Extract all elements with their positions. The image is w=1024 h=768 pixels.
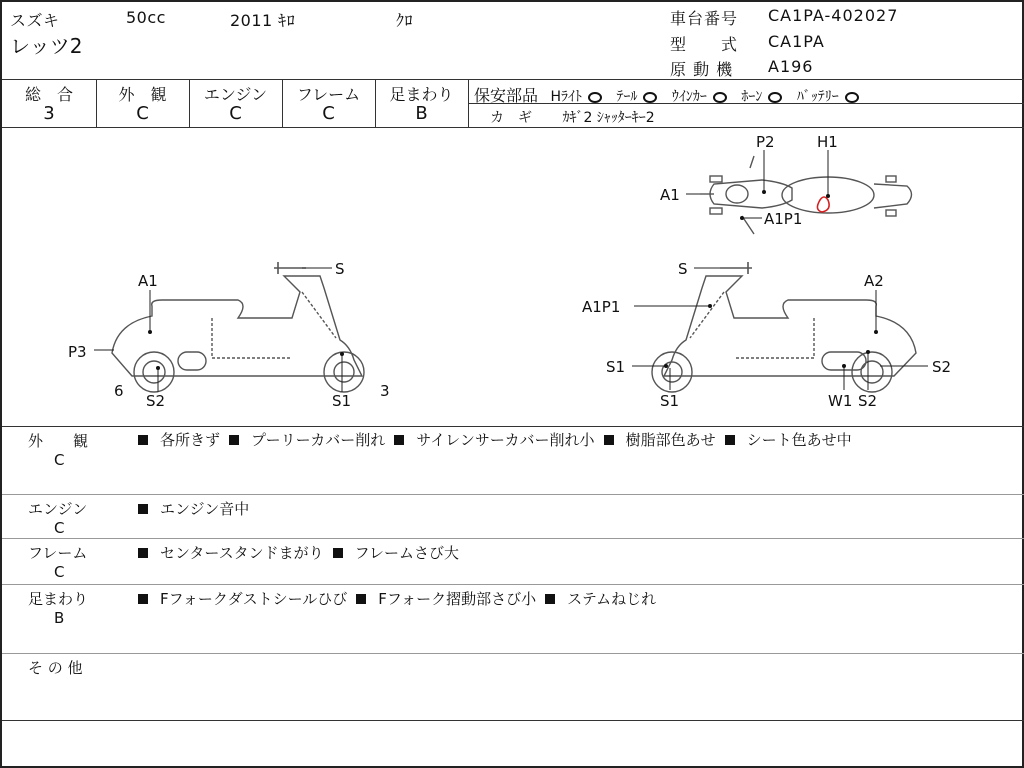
diagram-label: A1	[138, 272, 158, 290]
note-item: プーリーカバー削れ	[229, 429, 385, 450]
maker: スズキ	[10, 11, 60, 30]
model-name: レッツ2	[10, 34, 83, 58]
divider	[2, 720, 1024, 721]
section-title-frame: フレーム	[28, 544, 88, 562]
type-value: CA1PA	[768, 32, 825, 51]
note-item: Fフォーク摺動部さび小	[356, 588, 536, 609]
diagram-label: W1	[828, 392, 853, 410]
diagram-label: S1	[660, 392, 680, 410]
ok-circle-icon	[845, 92, 859, 103]
diagram-label: S1	[606, 358, 626, 376]
section-grade-frame: C	[54, 563, 65, 581]
safety-part-headlight: Hﾗｲﾄ	[550, 89, 582, 105]
section-notes-exterior	[138, 429, 861, 450]
diagram-label: 6	[114, 382, 124, 400]
safety-part-horn: ﾎｰﾝ	[741, 89, 763, 105]
diagram-label: 3	[380, 382, 390, 400]
ok-circle-icon	[588, 92, 602, 103]
diagram-label: S2	[858, 392, 878, 410]
rating-value-suspension: B	[415, 103, 428, 124]
rating-value-frame: C	[322, 103, 335, 124]
section-title-engine: エンジン	[28, 500, 88, 518]
rating-value-engine: C	[229, 103, 242, 124]
divider	[2, 426, 1024, 427]
rating-label-engine: エンジン	[203, 85, 268, 104]
damage-diagram	[2, 128, 1024, 426]
section-notes-suspension	[138, 588, 665, 609]
note-item: ステムねじれ	[545, 588, 656, 609]
body-color: ｸﾛ	[396, 11, 414, 30]
section-title-other: そ の 他	[28, 659, 83, 677]
scooter-diagram	[2, 128, 1024, 426]
safety-part-winker: ｳｲﾝｶｰ	[671, 89, 707, 105]
note-item: Fフォークダストシールひび	[138, 588, 347, 609]
keys-value: ｶｷﾞ2 ｼｬｯﾀｰｷｰ2	[562, 110, 655, 126]
bullet-square-icon	[356, 594, 366, 604]
note-item: エンジン音中	[138, 498, 249, 519]
note-item: 各所きず	[138, 429, 220, 450]
diagram-label: A1P1	[582, 298, 621, 316]
safety-parts-row	[474, 83, 869, 106]
keys-row	[490, 107, 655, 127]
section-title-exterior: 外 観	[28, 432, 89, 450]
ok-circle-icon	[643, 92, 657, 103]
bullet-square-icon	[138, 594, 148, 604]
engine-value: A196	[768, 57, 814, 76]
note-item: シート色あせ中	[725, 429, 852, 450]
section-title-suspension: 足まわり	[28, 590, 89, 608]
year-mileage: 2011 ｷﾛ	[230, 11, 296, 30]
bullet-square-icon	[545, 594, 555, 604]
diagram-label: H1	[817, 133, 838, 151]
diagram-label: S	[678, 260, 688, 278]
diagram-label: P2	[756, 133, 775, 151]
note-item: サイレンサーカバー削れ小	[394, 429, 594, 450]
bullet-square-icon	[229, 435, 239, 445]
ok-circle-icon	[768, 92, 782, 103]
section-grade-engine: C	[54, 519, 65, 537]
diagram-label: A1P1	[764, 210, 803, 228]
scooter-top-view	[700, 156, 912, 234]
section-grade-suspension: B	[54, 609, 65, 627]
keys-label: カ ギ	[490, 110, 532, 126]
divider	[2, 538, 1024, 539]
rating-value-overall: 3	[43, 103, 55, 124]
engine-label: 原 動 機	[670, 60, 734, 79]
note-item: センタースタンドまがり	[138, 542, 324, 563]
safety-parts-label: 保安部品	[474, 86, 539, 105]
bullet-square-icon	[394, 435, 404, 445]
note-item: 樹脂部色あせ	[604, 429, 716, 450]
safety-part-battery: ﾊﾞｯﾃﾘｰ	[796, 89, 839, 105]
note-item: フレームさび大	[333, 542, 459, 563]
rating-label-frame: フレーム	[296, 85, 361, 104]
frame-no-label: 車台番号	[670, 9, 739, 28]
damage-mark	[817, 197, 829, 212]
rating-label-suspension: 足まわり	[389, 85, 454, 104]
bullet-square-icon	[138, 548, 148, 558]
bullet-square-icon	[604, 435, 614, 445]
diagram-label: P3	[68, 343, 87, 361]
bullet-square-icon	[333, 548, 343, 558]
diagram-label: S2	[932, 358, 952, 376]
rating-label-overall: 総 合	[24, 85, 73, 104]
displacement: 50cc	[126, 8, 166, 27]
diagram-label: A1	[660, 186, 680, 204]
diagram-label: S1	[332, 392, 352, 410]
bullet-square-icon	[725, 435, 735, 445]
divider	[2, 584, 1024, 585]
safety-part-tail: ﾃｰﾙ	[616, 89, 638, 105]
type-label: 型 式	[670, 35, 739, 54]
divider	[2, 494, 1024, 495]
divider	[2, 653, 1024, 654]
divider	[2, 79, 1024, 80]
rating-value-exterior: C	[136, 103, 149, 124]
bullet-square-icon	[138, 435, 148, 445]
section-notes-frame	[138, 542, 468, 563]
section-grade-exterior: C	[54, 451, 65, 469]
divider	[468, 79, 469, 127]
bullet-square-icon	[138, 504, 148, 514]
diagram-label: S	[335, 260, 345, 278]
rating-label-exterior: 外 観	[118, 85, 167, 104]
diagram-label: S2	[146, 392, 166, 410]
diagram-label: A2	[864, 272, 884, 290]
ok-circle-icon	[713, 92, 727, 103]
section-notes-engine	[138, 498, 258, 519]
frame-no: CA1PA-402027	[768, 6, 899, 25]
